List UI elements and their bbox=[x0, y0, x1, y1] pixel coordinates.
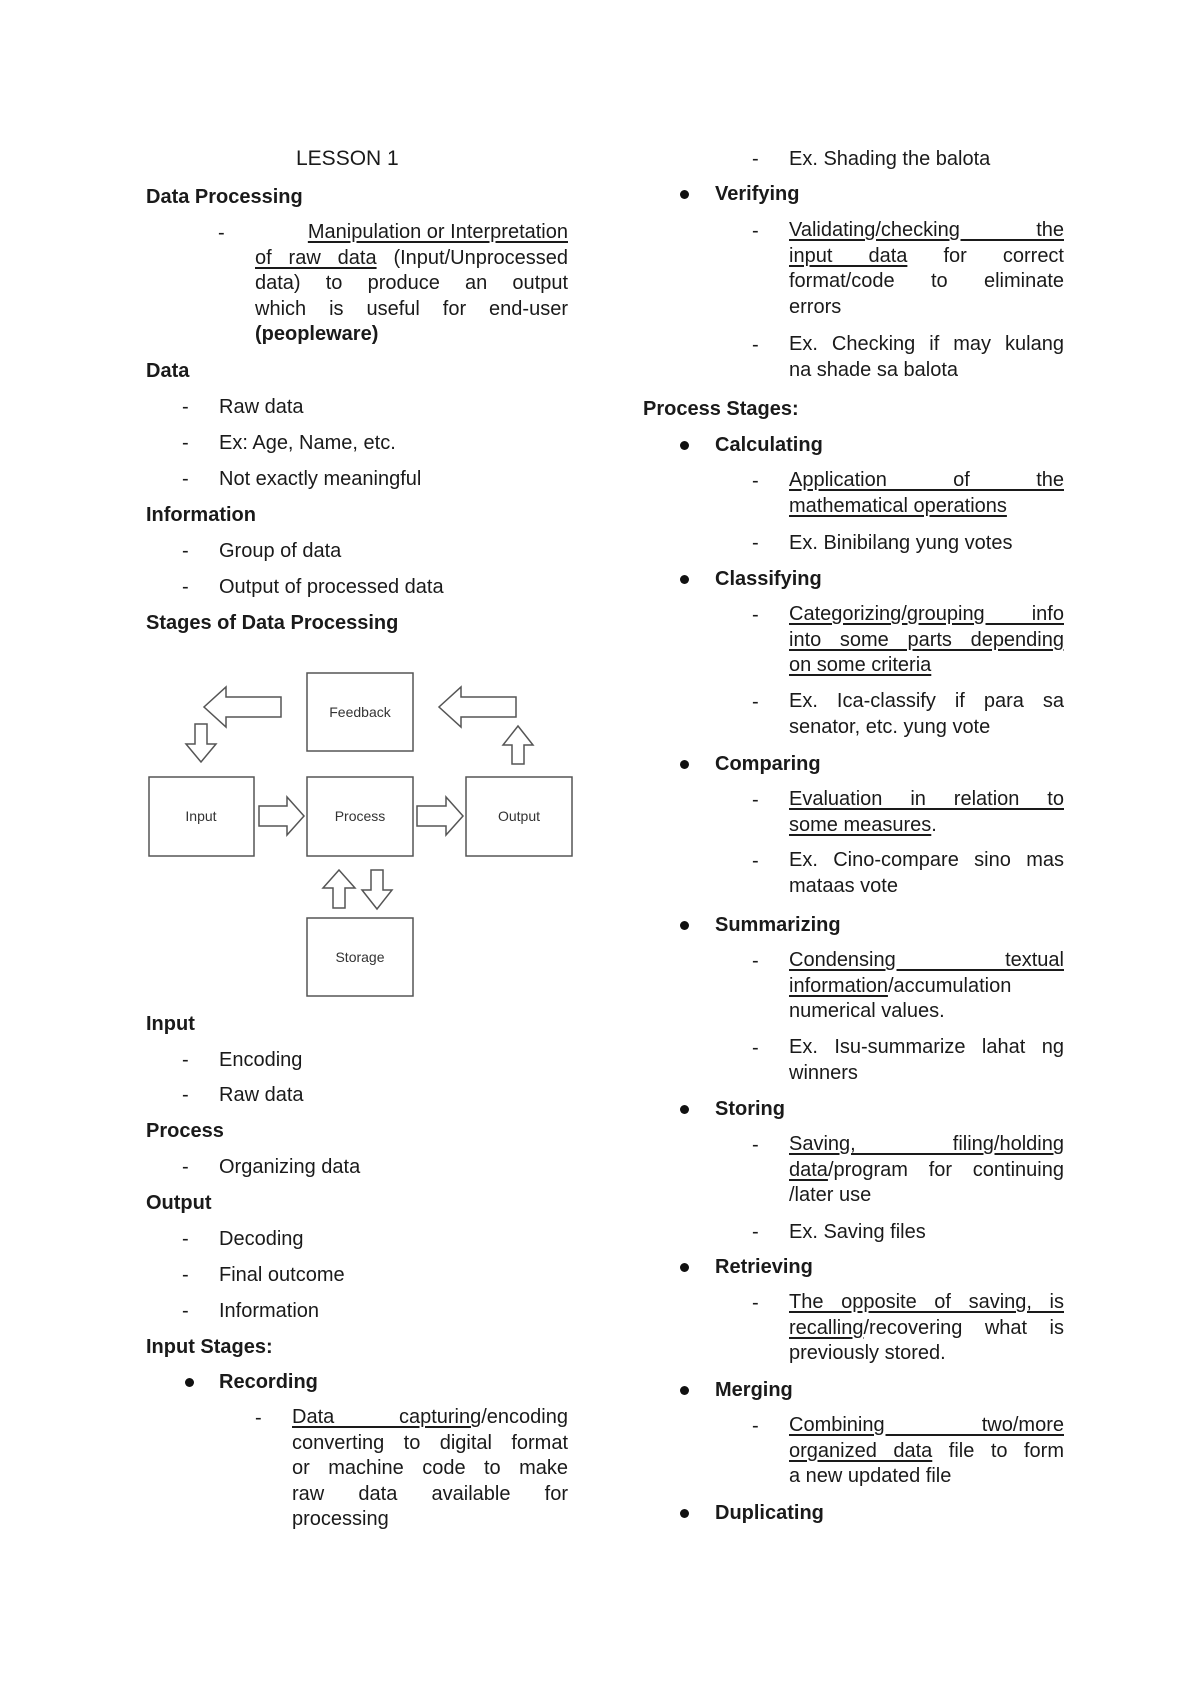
classifying-ex-line: Ex. Ica-classify if para sa bbox=[789, 690, 1064, 712]
calculating-def-line: Application of the bbox=[789, 469, 1064, 491]
dash-marker: - bbox=[752, 604, 759, 626]
summarizing-def-line: Condensing textual bbox=[789, 949, 1064, 971]
lesson-title: LESSON 1 bbox=[296, 147, 399, 170]
verifying-def-line: format/code to eliminate bbox=[789, 270, 1064, 292]
verifying-label: Verifying bbox=[715, 183, 800, 205]
dash-marker: - bbox=[752, 691, 759, 713]
bullet-marker bbox=[680, 760, 689, 769]
storing-example: Ex. Saving files bbox=[789, 1221, 926, 1243]
process-stages-heading: Process Stages: bbox=[643, 398, 799, 420]
classifying-label: Classifying bbox=[715, 568, 822, 590]
diagram-label-output: Output bbox=[497, 808, 541, 824]
recording-definition bbox=[292, 1405, 568, 1533]
summarizing-def-rest: /accumulation bbox=[887, 974, 1012, 997]
dash-marker: - bbox=[752, 220, 759, 242]
summarizing-ex-line: Ex. Isu-summarize lahat ng bbox=[789, 1036, 1064, 1058]
classifying-example bbox=[789, 689, 1064, 740]
summarizing-label: Summarizing bbox=[715, 914, 841, 936]
retrieving-def-rest: /recovering what is bbox=[863, 1316, 1064, 1339]
dash-marker: - bbox=[752, 1221, 759, 1243]
verifying-definition bbox=[789, 218, 1064, 320]
arrow-output-feedback bbox=[439, 687, 516, 727]
process-heading: Process bbox=[146, 1120, 224, 1142]
diagram-label-feedback: Feedback bbox=[329, 704, 391, 720]
calculating-definition bbox=[789, 468, 1064, 519]
recording-line1-rest: /encoding bbox=[481, 1406, 568, 1428]
comparing-definition bbox=[789, 787, 1064, 838]
dash-marker: - bbox=[182, 432, 189, 454]
dash-marker: - bbox=[182, 1084, 189, 1106]
recording-underlined: Data capturing bbox=[292, 1406, 482, 1428]
verifying-def-line: Validating/checking the bbox=[789, 219, 1064, 241]
comparing-ex-line: mataas vote bbox=[789, 874, 898, 897]
dash-marker: - bbox=[752, 1134, 759, 1156]
data-item: Raw data bbox=[219, 396, 304, 418]
storing-def-line: Saving, filing/holding bbox=[789, 1133, 1064, 1155]
storing-def-underlined: data bbox=[789, 1158, 828, 1181]
information-item: Output of processed data bbox=[219, 576, 444, 598]
dash-marker: - bbox=[182, 1049, 189, 1071]
data-item: Not exactly meaningful bbox=[219, 468, 422, 490]
dash-marker: - bbox=[182, 576, 189, 598]
merging-def-line: a new updated file bbox=[789, 1465, 952, 1487]
dash-marker: - bbox=[752, 789, 759, 811]
summarizing-example bbox=[789, 1035, 1064, 1086]
merging-label: Merging bbox=[715, 1379, 793, 1401]
information-heading: Information bbox=[146, 504, 256, 526]
comparing-example bbox=[789, 848, 1064, 899]
merging-def-rest: file to form bbox=[932, 1439, 1064, 1462]
calculating-example: Ex. Binibilang yung votes bbox=[789, 532, 1013, 554]
bullet-marker bbox=[680, 1386, 689, 1395]
calculating-def-line: mathematical operations bbox=[789, 494, 1007, 517]
recording-label: Recording bbox=[219, 1371, 318, 1393]
bullet-marker bbox=[680, 575, 689, 584]
output-item: Final outcome bbox=[219, 1264, 345, 1286]
storing-def-line: /later use bbox=[789, 1184, 872, 1206]
summarizing-def-underlined: information bbox=[789, 974, 888, 997]
verifying-def-line: errors bbox=[789, 295, 842, 318]
dash-marker: - bbox=[182, 1264, 189, 1286]
dash-marker: - bbox=[752, 148, 759, 170]
arrow-up-output bbox=[503, 726, 533, 764]
output-heading: Output bbox=[146, 1192, 212, 1214]
retrieving-label: Retrieving bbox=[715, 1256, 813, 1278]
input-item: Raw data bbox=[219, 1084, 304, 1106]
definition-rest-1: (Input/Unprocessed bbox=[376, 246, 568, 269]
arrow-feedback-left bbox=[204, 687, 281, 727]
classifying-def-line: on some criteria bbox=[789, 654, 932, 676]
merging-definition bbox=[789, 1413, 1064, 1490]
dash-marker: - bbox=[752, 1415, 759, 1437]
input-stages-heading: Input Stages: bbox=[146, 1336, 273, 1358]
dash-marker: - bbox=[218, 222, 225, 244]
bullet-marker bbox=[185, 1378, 194, 1387]
data-heading: Data bbox=[146, 360, 190, 382]
top-example: Ex. Shading the balota bbox=[789, 148, 991, 170]
retrieving-def-line: The opposite of saving, is bbox=[789, 1291, 1064, 1313]
input-item: Encoding bbox=[219, 1049, 303, 1071]
bullet-marker bbox=[680, 441, 689, 450]
dash-marker: - bbox=[752, 950, 759, 972]
data-processing-diagram bbox=[0, 0, 600, 1040]
arrow-process-output bbox=[417, 797, 463, 835]
dash-marker: - bbox=[182, 396, 189, 418]
summarizing-definition bbox=[789, 948, 1064, 1025]
dash-marker: - bbox=[182, 1156, 189, 1178]
dash-marker: - bbox=[182, 540, 189, 562]
classifying-ex-line: senator, etc. yung vote bbox=[789, 715, 991, 738]
definition-line-4: which is useful for end-user bbox=[255, 297, 568, 320]
definition-underlined-1: Manipulation or Interpretation bbox=[307, 221, 568, 243]
recording-line: converting to digital format bbox=[292, 1431, 568, 1454]
verifying-ex-line: na shade sa balota bbox=[789, 358, 959, 381]
data-processing-heading: Data Processing bbox=[146, 186, 303, 208]
comparing-label: Comparing bbox=[715, 753, 821, 775]
definition-peopleware: (peopleware) bbox=[255, 323, 379, 345]
diagram-label-input: Input bbox=[185, 808, 217, 824]
input-heading: Input bbox=[146, 1013, 195, 1035]
dash-marker: - bbox=[182, 1228, 189, 1250]
summarizing-def-line: numerical values. bbox=[789, 1000, 945, 1022]
dash-marker: - bbox=[752, 334, 759, 356]
arrow-input-process bbox=[259, 797, 304, 835]
merging-def-line: Combining two/more bbox=[789, 1414, 1064, 1436]
comparing-def-line: Evaluation in relation to bbox=[789, 788, 1064, 810]
dash-marker: - bbox=[182, 1300, 189, 1322]
verifying-def-underlined: input data bbox=[789, 244, 908, 267]
dash-marker: - bbox=[752, 1037, 759, 1059]
stages-heading: Stages of Data Processing bbox=[146, 612, 399, 634]
recording-line: processing bbox=[292, 1508, 389, 1530]
arrow-down-input bbox=[186, 724, 216, 762]
bullet-marker bbox=[680, 1105, 689, 1114]
output-item: Decoding bbox=[219, 1228, 304, 1250]
summarizing-ex-line: winners bbox=[789, 1061, 858, 1084]
calculating-label: Calculating bbox=[715, 434, 823, 456]
storing-def-rest: /program for continuing bbox=[827, 1158, 1064, 1181]
diagram-label-storage: Storage bbox=[335, 949, 385, 965]
classifying-def-line: into some parts depending bbox=[789, 628, 1064, 651]
bullet-marker bbox=[680, 190, 689, 199]
output-item: Information bbox=[219, 1300, 320, 1322]
verifying-ex-line: Ex. Checking if may kulang bbox=[789, 333, 1064, 355]
merging-def-underlined: organized data bbox=[789, 1439, 933, 1462]
process-item: Organizing data bbox=[219, 1156, 361, 1178]
classifying-definition bbox=[789, 602, 1064, 679]
recording-line: raw data available for bbox=[292, 1482, 568, 1505]
verifying-def-rest: for correct bbox=[907, 244, 1064, 267]
recording-line: or machine code to make bbox=[292, 1457, 568, 1479]
dash-marker: - bbox=[255, 1407, 262, 1429]
bullet-marker bbox=[680, 1263, 689, 1272]
dash-marker: - bbox=[752, 1292, 759, 1314]
duplicating-label: Duplicating bbox=[715, 1502, 824, 1524]
comparing-def-rest: . bbox=[931, 813, 937, 836]
definition-line-3: data) to produce an output bbox=[255, 272, 568, 294]
definition-underlined-2: of raw data bbox=[255, 246, 377, 269]
dash-marker: - bbox=[752, 532, 759, 554]
bullet-marker bbox=[680, 921, 689, 930]
dash-marker: - bbox=[752, 850, 759, 872]
bullet-marker bbox=[680, 1509, 689, 1518]
arrow-process-down bbox=[362, 870, 392, 909]
information-item: Group of data bbox=[219, 540, 342, 562]
data-item: Ex: Age, Name, etc. bbox=[219, 432, 396, 454]
arrow-storage-up bbox=[323, 870, 355, 908]
retrieving-definition bbox=[789, 1290, 1064, 1367]
dash-marker: - bbox=[182, 468, 189, 490]
storing-definition bbox=[789, 1132, 1064, 1209]
dash-marker: - bbox=[752, 470, 759, 492]
verifying-example bbox=[789, 332, 1064, 383]
comparing-def-underlined: some measures bbox=[789, 813, 932, 836]
comparing-ex-line: Ex. Cino-compare sino mas bbox=[789, 849, 1064, 871]
storing-label: Storing bbox=[715, 1098, 785, 1120]
classifying-def-line: Categorizing/grouping info bbox=[789, 603, 1064, 625]
retrieving-def-underlined: recalling bbox=[789, 1316, 864, 1339]
retrieving-def-line: previously stored. bbox=[789, 1342, 946, 1364]
diagram-label-process: Process bbox=[334, 808, 386, 824]
